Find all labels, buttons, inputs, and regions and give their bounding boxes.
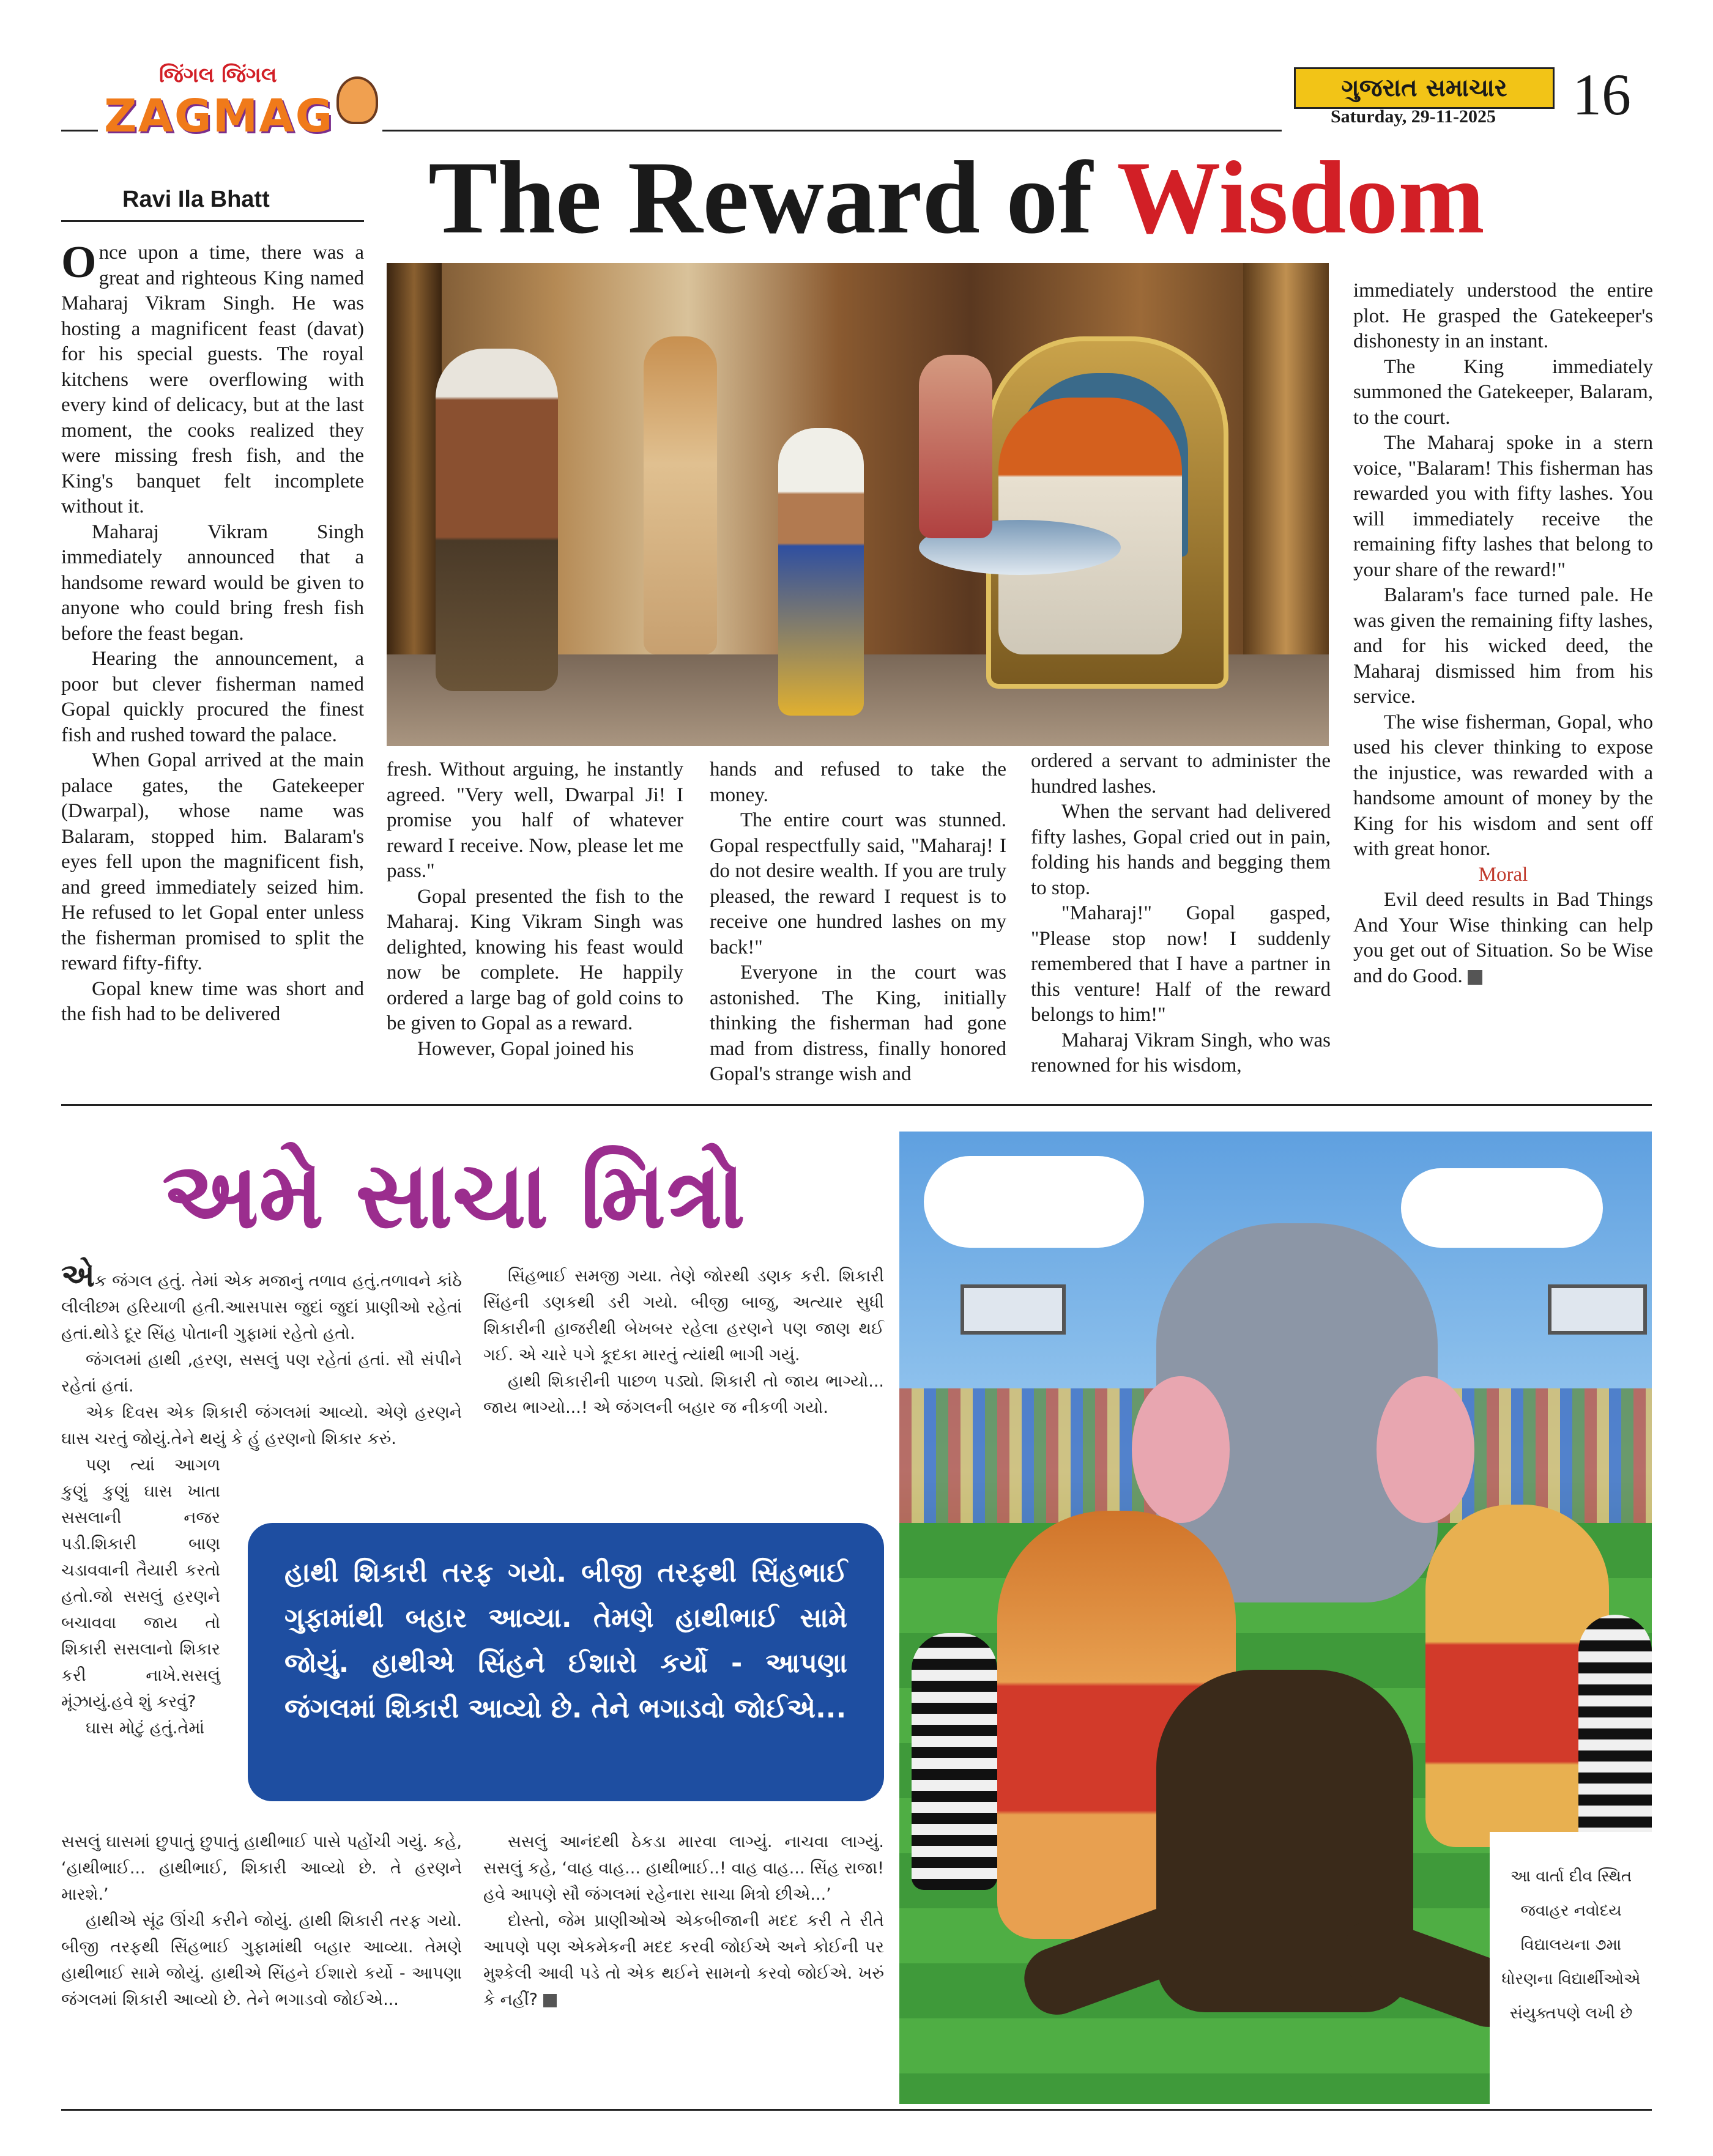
article1-paragraph: The wise fisherman, Gopal, who used his clever thinking to expose the injustice, was rewarded with a handsome amount of money by the King for his wisdom and sent off with great honor. — [1353, 711, 1653, 860]
gujarati-paragraph: જંગલમાં હાથી ,હરણ, સસલું પણ રહેતાં હતાં. સૌ સંપીને રહેતાં હતાં. — [61, 1350, 462, 1396]
article1-paragraph: ordered a servant to administer the hundred lashes. — [1031, 750, 1331, 798]
gujarati-paragraph: સસલું ઘાસમાં છુપાતું છુપાતું હાથીભાઈ પાસે પહોંચી ગયું. કહે, ‘હાથીભાઈ... હાથીભાઈ, શિકારી આવ્યો છે. તે હરણને મારશે.’ — [61, 1832, 462, 1904]
stadium-light-icon — [961, 1284, 1066, 1335]
caption-box — [1490, 1832, 1652, 2104]
article1-column-5 — [1353, 278, 1653, 989]
article1-column-1 — [61, 237, 364, 1028]
article1-paragraph: The King immediately summoned the Gatekeeper, Balaram, to the court. — [1353, 355, 1653, 429]
stadium-light-icon — [1548, 1284, 1647, 1335]
page-number: 16 — [1572, 62, 1631, 127]
article1-paragraph: fresh. Without arguing, he instantly agreed. "Very well, Dwarpal Ji! I promise you half of whatever reward I receive. Now, please let me pass." — [387, 758, 683, 882]
section-divider — [61, 1104, 1652, 1106]
article1-paragraph: Gopal presented the fish to the Maharaj. King Vikram Singh was delighted, knowing his feast would now be complete. He happily ordered a large bag of gold coins to be given to Gopal as a reward. — [387, 885, 683, 1034]
footer-rule — [61, 2109, 1652, 2111]
pull-quote-box — [248, 1523, 884, 1801]
cloud — [924, 1156, 1144, 1248]
gujarati-paragraph: એક દિવસ એક શિકારી જંગલમાં આવ્યો. એણે હરણને ઘાસ ચરતું જોયું.તેને થયું કે હું હરણનો શિકાર કરું. — [61, 1403, 462, 1448]
logo-english-text: ZAGMAG — [104, 90, 334, 143]
logo-gujarati-text: જિંગલ જિંગલ — [159, 63, 277, 87]
logo — [92, 58, 379, 144]
zebra-figure — [912, 1633, 997, 1890]
article1-paragraph: Balaram's face turned pale. He was given the remaining fifty lashes, and for his wicked deed, the Maharaj dismissed him from his service. — [1353, 584, 1653, 708]
caption-text: આ વાર્તા દીવ સ્થિત જવાહર નવોદય વિદ્યાલયના ૭મા ધોરણના વિદ્યાર્થીઓએ સંયુક્તપણે લખી છે — [1501, 1867, 1641, 2023]
gujarati-paragraph: એક જંગલ હતું. તેમાં એક મજાનું તળાવ હતું.તળાવને કાંઠે લીલીછમ હરિયાળી હતી.આસપાસ જુદાં જુદાં પ્રાણીઓ રહેતાં હતાં.થોડે દૂર સિંહ પોતાની ગુફામાં રહેતો હતો. — [61, 1258, 462, 1343]
pull-quote-text: હાથી શિકારી તરફ ગયો. બીજી તરફથી સિંહભાઈ ગુફામાંથી બહાર આવ્યા. તેમણે હાથીભાઈ સામે જોયું. હાથીએ સિંહને ઈશારો કર્યો - આપણા જંગલમાં શિકારી આવ્યો છે. તેને ભગાડવો જોઈએ... — [284, 1557, 847, 1724]
header-rule — [382, 130, 1282, 132]
gujarati-paragraph: સિંહભાઈ સમજી ગયા. તેણે જોરથી ડણક કરી. શિકારી સિંહની ડણકથી ડરી ગયો. બીજી બાજુ, અત્યાર સુધી શિકારીની હાજરીથી બેખબર રહેલા હરણને પણ જાણ થઈ ગઈ. એ ચારે પગે કૂદકા મારતું ત્યાંથી ભાગી ગયું. — [483, 1267, 884, 1365]
gujarati-dropcap: એ — [61, 1258, 95, 1294]
gujarati-paragraph: ઘાસ મોટું હતું.તેમાં — [86, 1719, 205, 1738]
article1-paragraph: However, Gopal joined his — [417, 1037, 634, 1060]
gujarati-column-1-bottom — [61, 1829, 462, 2013]
byline-rule — [61, 220, 364, 222]
article-title-highlight: Wisdom — [1117, 140, 1485, 255]
elephant-ear — [1377, 1376, 1474, 1523]
article1-paragraph: When the servant had delivered fifty lashes, Gopal cried out in pain, folding his hands and begging them to stop. — [1031, 801, 1331, 899]
article1-paragraph: The Maharaj spoke in a stern voice, "Balaram! This fisherman has rewarded you with fifty lashes. You will immediately receive the remaining fifty lashes that belong to your share of the reward!" — [1353, 432, 1653, 581]
gujarati-paragraph: પણ ત્યાં આગળ કુણું કુણું ઘાસ ખાતા સસલાની નજર પડી.શિકારી બાણ ચડાવવાની તૈયારી કરતો હતો.જો સસલું હરણને બચાવવા જાય તો શિકારી સસલાનો શિકાર કરી નાખે.સસલું મૂંઝાયું.હવે શું કરવું? — [61, 1456, 220, 1711]
fisherman-figure — [778, 428, 864, 716]
article1-paragraph: When Gopal arrived at the main palace gates, the Gatekeeper (Dwarpal), whose name was Balaram, stopped him. Balaram's eyes fell upon the magnificent fish, and greed immediately seized him. He refused to let Gopal enter unless the fisherman promised to split the reward fifty-fifty. — [61, 749, 364, 974]
article1-paragraph: Gopal knew time was short and the fish had to be delivered — [61, 977, 364, 1025]
moral-heading: Moral — [1478, 863, 1528, 886]
moral-text: Evil deed results in Bad Things And Your Wise thinking can help you get out of Situation. So be Wise and do Good. — [1353, 889, 1653, 987]
queen-figure — [919, 355, 992, 538]
gujarati-story-title: અમે સાચા મિત્રો — [162, 1143, 746, 1249]
author-byline: Ravi Ila Bhatt — [122, 187, 270, 212]
courtier-figure — [644, 336, 717, 654]
header-rule-left — [61, 130, 98, 132]
end-mark-icon — [543, 1994, 557, 2007]
article1-paragraph: Maharaj Vikram Singh, who was renowned for his wisdom, — [1031, 1029, 1331, 1076]
gujarati-paragraph: હાથીએ સૂંઢ ઊંચી કરીને જોયું. હાથી શિકારી તરફ ગયો. બીજી તરફથી સિંહભાઈ ગુફામાંથી બહાર આવ્યા. તેમણે હાથીભાઈ સામે જોયું. હાથીએ સિંહને ઈશારો કર્યો - આપણા જંગલમાં શિકારી આવ્યો છે. તેને ભગાડવો જોઈએ... — [61, 1911, 462, 2009]
article1-paragraph: immediately understood the entire plot. He grasped the Gatekeeper's dishonesty in an instant. — [1353, 280, 1653, 352]
article1-paragraph: hands and refused to take the money. — [710, 758, 1006, 806]
article1-paragraph: Everyone in the court was astonished. The King, initially thinking the fisherman had gone mad from distress, finally honored Gopal's strange wish and — [710, 961, 1006, 1085]
article1-column-3 — [710, 757, 1006, 1087]
article1-paragraph: "Maharaj!" Gopal gasped, "Please stop now! I suddenly remembered that I have a partner in this venture! Half of the reward belongs to him!" — [1031, 902, 1331, 1026]
logo-mascot-icon — [336, 76, 378, 124]
gujarati-paragraph: દોસ્તો, જેમ પ્રાણીઓએ એકબીજાની મદદ કરી તે રીતે આપણે પણ એકમેકની મદદ કરવી જોઈએ અને કોઈની પર મુશ્કેલી આવી પડે તો એક થઈને સામનો કરવો જોઈએ. ખરું કે નહીં? — [483, 1911, 884, 2009]
article1-paragraph: Maharaj Vikram Singh immediately announced that a handsome reward would be given to anyone who could bring fresh fish before the feast began. — [61, 520, 364, 645]
cloud — [1401, 1168, 1603, 1248]
masthead — [1294, 67, 1555, 109]
article1-paragraph: Hearing the announcement, a poor but clever fisherman named Gopal quickly procured the finest fish and rushed toward the palace. — [61, 648, 364, 746]
court-illustration — [387, 263, 1329, 746]
article-title-part1: The Reward of — [428, 140, 1117, 255]
gujarati-column-2-bottom — [483, 1829, 884, 2013]
article1-dropcap: O — [61, 237, 97, 287]
article1-column-2 — [387, 757, 683, 1062]
gujarati-paragraph: હાથી શિકારીની પાછળ પડ્યો. શિકારી તો જાય ભાગ્યો... જાય ભાગ્યો...! એ જંગલની બહાર જ નીકળી ગયો. — [483, 1372, 884, 1417]
gatekeeper-figure — [436, 349, 558, 691]
article1-column-4 — [1031, 749, 1331, 1079]
paper-name: ગુજરાત સમાચાર — [1341, 74, 1507, 102]
article1-paragraph: The entire court was stunned. Gopal respectfully said, "Maharaj! I do not desire wealth. If you are truly pleased, the reward I request is to receive one hundred lashes on my back!" — [710, 809, 1006, 958]
gujarati-column-2-top — [483, 1263, 884, 1421]
gujarati-paragraph: સસલું આનંદથી ઠેકડા મારવા લાગ્યું. નાચવા લાગ્યું. સસલું કહે, ‘વાહ વાહ... હાથીભાઈ..! વાહ વાહ... સિંહ રાજા! હવે આપણે સૌ જંગલમાં રહેનારા સાચા મિત્રો છીએ...’ — [483, 1832, 884, 1904]
end-mark-icon — [1468, 970, 1482, 985]
elephant-ear — [1132, 1376, 1230, 1523]
article-title — [428, 139, 1485, 256]
issue-date: Saturday, 29-11-2025 — [1331, 106, 1496, 127]
article1-paragraph: Once upon a time, there was a great and righteous King named Maharaj Vikram Singh. He was hosting a magnificent feast (davat) for his special guests. The royal kitchens were overflowing with every kind of delicacy, but at the last moment, the cooks realized they were missing fresh fish, and the King's banquet felt incomplete without it. — [61, 237, 364, 517]
animals-illustration — [899, 1132, 1652, 2104]
